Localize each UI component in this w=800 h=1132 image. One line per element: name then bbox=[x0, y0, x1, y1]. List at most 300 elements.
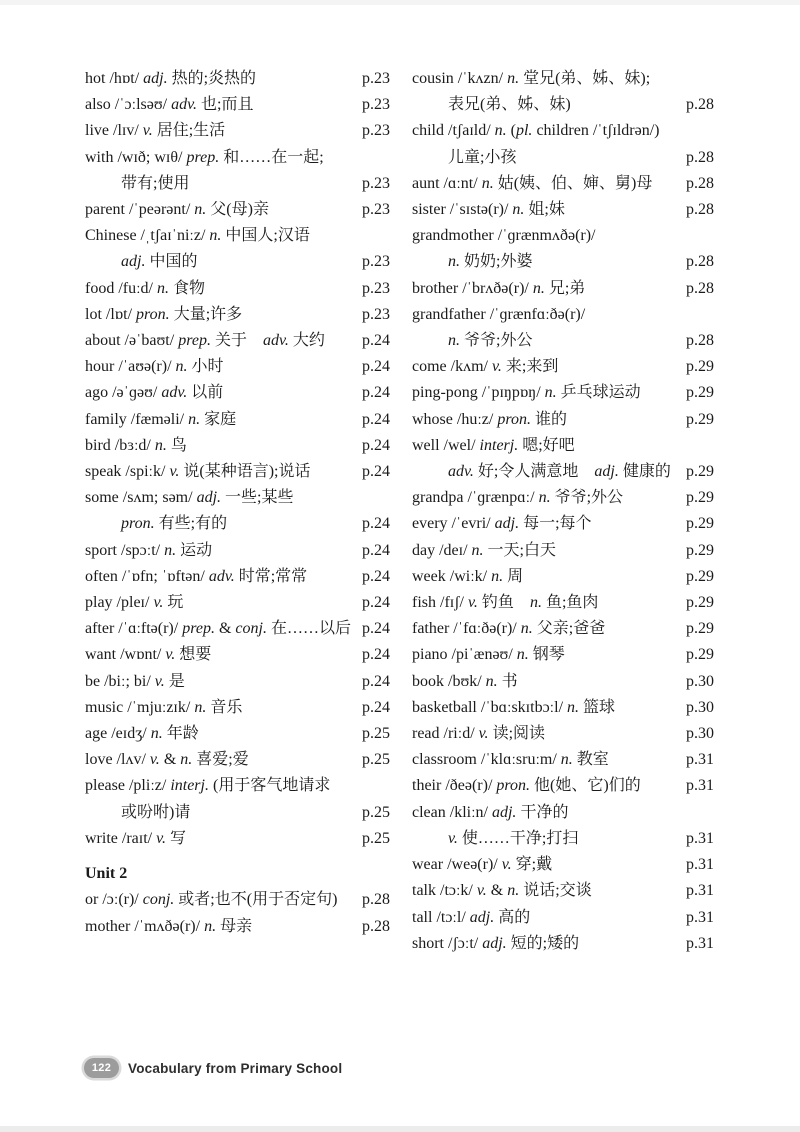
entry-segment: sister /ˈsɪstə(r)/ bbox=[412, 201, 513, 219]
entry-segment: hour /ˈaʊə(r)/ bbox=[85, 358, 176, 376]
part-of-speech: adj. bbox=[143, 70, 168, 87]
part-of-speech: adj. bbox=[594, 463, 619, 481]
entry-segment: 谁的 bbox=[530, 410, 567, 428]
entry-text bbox=[85, 302, 356, 328]
page-ref: p.25 bbox=[362, 803, 390, 821]
part-of-speech: pron. bbox=[121, 515, 155, 533]
entry-segment: 或吩咐)请 bbox=[121, 803, 191, 821]
entry-segment: 他(她、它)们的 bbox=[530, 777, 641, 795]
vocab-line bbox=[85, 826, 390, 852]
entry-text bbox=[412, 721, 680, 747]
page-ref: p.24 bbox=[362, 410, 390, 428]
entry-segment: 乒乓球运动 bbox=[556, 384, 641, 402]
entry-text bbox=[85, 887, 356, 913]
entry-segment: 中国的 bbox=[145, 253, 198, 271]
vocab-line bbox=[412, 695, 714, 721]
part-of-speech: n. bbox=[150, 725, 163, 743]
entry-text bbox=[412, 511, 680, 537]
part-of-speech: n. bbox=[529, 594, 542, 612]
entry-segment: parent /ˈpeərənt/ bbox=[85, 201, 195, 219]
part-of-speech: pron. bbox=[136, 305, 170, 323]
page-ref: p.29 bbox=[686, 358, 714, 376]
entry-segment: 好;令人满意地 bbox=[473, 463, 595, 481]
part-of-speech: conj. bbox=[142, 891, 175, 909]
part-of-speech: v. bbox=[501, 856, 512, 874]
part-of-speech: n. bbox=[448, 253, 460, 271]
entry-segment: talk /tɔːk/ bbox=[412, 882, 477, 900]
entry-text bbox=[412, 118, 708, 144]
part-of-speech: n. bbox=[532, 279, 545, 297]
entry-text bbox=[412, 197, 680, 223]
entry-text bbox=[412, 669, 680, 695]
entry-segment: also /ˈɔːlsəʊ/ bbox=[85, 96, 172, 114]
entry-text bbox=[412, 276, 680, 302]
bottom-edge-bar bbox=[0, 1126, 800, 1132]
part-of-speech: n. bbox=[491, 567, 504, 585]
entry-segment: 中国人;汉语 bbox=[221, 227, 310, 245]
entry-segment: 小时 bbox=[187, 358, 224, 376]
entry-segment: 短的;矮的 bbox=[506, 934, 580, 952]
page-ref: p.31 bbox=[686, 882, 714, 900]
part-of-speech: adj. bbox=[482, 934, 507, 952]
part-of-speech: v. bbox=[448, 829, 458, 847]
entry-text bbox=[85, 328, 356, 354]
part-of-speech: adj. bbox=[469, 908, 495, 926]
part-of-speech: v. bbox=[142, 122, 153, 140]
page-ref: p.24 bbox=[362, 567, 390, 585]
vocab-line bbox=[85, 302, 390, 328]
part-of-speech: adj. bbox=[494, 515, 520, 533]
entry-segment: week /wiːk/ bbox=[412, 567, 492, 585]
part-of-speech: n. bbox=[204, 917, 217, 935]
entry-text bbox=[412, 538, 680, 564]
entry-text bbox=[412, 302, 708, 328]
entry-text bbox=[412, 878, 680, 904]
page-ref: p.24 bbox=[362, 332, 390, 350]
part-of-speech: n. bbox=[175, 358, 188, 376]
entry-segment: 喜爱;爱 bbox=[192, 751, 249, 769]
page-ref: p.31 bbox=[686, 829, 714, 847]
vocab-line bbox=[85, 459, 390, 485]
entry-segment: child /tʃaɪld/ bbox=[412, 122, 495, 140]
entry-segment: 表兄(弟、姊、妹) bbox=[448, 96, 571, 114]
entry-text bbox=[85, 171, 356, 197]
vocab-line bbox=[412, 354, 714, 380]
part-of-speech: v. bbox=[156, 829, 167, 847]
entry-segment: 时常;常常 bbox=[234, 567, 308, 585]
page-ref: p.24 bbox=[362, 620, 390, 638]
entry-text bbox=[85, 590, 356, 616]
entry-text bbox=[85, 669, 356, 695]
part-of-speech: n. bbox=[194, 201, 207, 219]
unit-heading bbox=[85, 852, 390, 887]
entry-segment: ago /əˈɡəʊ/ bbox=[85, 384, 162, 402]
entry-segment: 每一;每个 bbox=[519, 515, 592, 533]
vocab-line bbox=[85, 564, 390, 590]
part-of-speech: n. bbox=[512, 201, 525, 219]
top-edge-bar bbox=[0, 0, 800, 5]
vocab-line bbox=[85, 695, 390, 721]
entry-segment: 食物 bbox=[169, 279, 206, 297]
vocab-line bbox=[85, 773, 390, 799]
entry-text bbox=[85, 747, 356, 773]
page-ref: p.29 bbox=[686, 463, 714, 481]
entry-text bbox=[412, 931, 680, 957]
entry-text bbox=[412, 485, 680, 511]
vocab-line bbox=[412, 852, 714, 878]
entry-text bbox=[412, 747, 680, 773]
entry-text bbox=[85, 721, 356, 747]
entry-segment: 音乐 bbox=[206, 698, 243, 716]
vocab-line bbox=[85, 354, 390, 380]
entry-segment: 穿;戴 bbox=[511, 856, 553, 874]
vocab-line bbox=[85, 118, 390, 144]
page-ref: p.24 bbox=[362, 463, 390, 481]
entry-segment: 大约 bbox=[288, 332, 325, 350]
page-number-badge: 122 bbox=[84, 1058, 119, 1078]
entry-segment: 也;而且 bbox=[197, 96, 254, 114]
entry-text bbox=[412, 616, 680, 642]
part-of-speech: prep. bbox=[178, 332, 211, 350]
entry-segment: 奶奶;外婆 bbox=[460, 253, 533, 271]
entry-segment: classroom /ˈklɑːsruːm/ bbox=[412, 751, 561, 769]
page-ref: p.24 bbox=[362, 384, 390, 402]
vocab-line bbox=[85, 92, 390, 118]
vocab-line bbox=[412, 249, 714, 275]
entry-segment: 家庭 bbox=[200, 410, 237, 428]
entry-text bbox=[85, 616, 356, 642]
entry-segment: or /ɔː(r)/ bbox=[85, 891, 143, 909]
entry-segment: read /riːd/ bbox=[412, 725, 479, 743]
part-of-speech: v. bbox=[154, 672, 165, 690]
page-ref: p.28 bbox=[686, 201, 714, 219]
vocab-line bbox=[412, 511, 714, 537]
entry-segment: 一些;某些 bbox=[221, 489, 294, 507]
entry-text bbox=[412, 66, 708, 92]
part-of-speech: pron. bbox=[497, 410, 531, 428]
entry-segment: 居住;生活 bbox=[152, 122, 226, 140]
entry-segment: music /ˈmjuːzɪk/ bbox=[85, 698, 195, 716]
page-ref: p.31 bbox=[686, 777, 714, 795]
entry-segment: with /wɪð; wɪθ/ bbox=[85, 148, 187, 166]
part-of-speech: n. bbox=[209, 227, 222, 245]
entry-segment: 写 bbox=[166, 829, 187, 847]
entry-segment: want /wɒnt/ bbox=[85, 646, 166, 664]
entry-segment: 运动 bbox=[176, 541, 213, 559]
entry-segment: lot /lɒt/ bbox=[85, 305, 137, 323]
unit-title: Unit 2 bbox=[85, 865, 128, 883]
entry-segment: 爷爷;外公 bbox=[460, 332, 533, 350]
part-of-speech: prep. bbox=[186, 148, 220, 166]
entry-text bbox=[412, 800, 708, 826]
page-ref: p.23 bbox=[362, 122, 390, 140]
entry-segment: speak /spiːk/ bbox=[85, 463, 170, 481]
entry-segment: 使……干净;打扫 bbox=[457, 829, 579, 847]
entry-segment: 是 bbox=[164, 672, 185, 690]
vocab-line bbox=[412, 642, 714, 668]
entry-segment: 姐;妹 bbox=[524, 201, 565, 219]
entry-segment: 说话;交谈 bbox=[519, 882, 592, 900]
vocab-line bbox=[412, 773, 714, 799]
vocab-line bbox=[412, 538, 714, 564]
vocab-line bbox=[85, 747, 390, 773]
page-ref: p.24 bbox=[362, 358, 390, 376]
vocab-line bbox=[85, 511, 390, 537]
page-ref: p.28 bbox=[686, 253, 714, 271]
entry-segment: children /ˈtʃɪldrən/) bbox=[532, 122, 660, 140]
vocab-line bbox=[85, 223, 390, 249]
entry-segment: 在……以后 bbox=[266, 620, 351, 638]
page-ref: p.31 bbox=[686, 751, 714, 769]
page-ref: p.25 bbox=[362, 829, 390, 847]
vocab-column-left bbox=[85, 66, 390, 940]
vocab-line bbox=[85, 485, 390, 511]
part-of-speech: adv. bbox=[171, 96, 198, 114]
page-ref: p.24 bbox=[362, 698, 390, 716]
entry-segment: ( bbox=[506, 122, 516, 140]
vocab-line bbox=[412, 747, 714, 773]
part-of-speech: adj. bbox=[196, 489, 222, 507]
entry-segment: clean /kliːn/ bbox=[412, 803, 492, 821]
entry-segment: 父(母)亲 bbox=[206, 201, 269, 219]
vocab-line bbox=[85, 669, 390, 695]
page-ref: p.29 bbox=[686, 646, 714, 664]
entry-segment: cousin /ˈkʌzn/ bbox=[412, 70, 508, 87]
part-of-speech: pl. bbox=[515, 122, 533, 140]
part-of-speech: n. bbox=[544, 384, 557, 402]
entry-segment: please /pliːz/ bbox=[85, 777, 171, 795]
entry-segment: 嗯;好吧 bbox=[518, 436, 575, 454]
entry-segment: grandmother /ˈɡrænmʌðə(r)/ bbox=[412, 227, 596, 245]
entry-segment: short /ʃɔːt/ bbox=[412, 934, 483, 952]
vocab-line bbox=[85, 407, 390, 433]
entry-segment: basketball /ˈbɑːskɪtbɔːl/ bbox=[412, 698, 568, 716]
part-of-speech: v. bbox=[149, 751, 160, 769]
part-of-speech: v. bbox=[169, 463, 180, 481]
vocab-line bbox=[85, 380, 390, 406]
part-of-speech: adv. bbox=[448, 463, 474, 481]
entry-segment: play /pleɪ/ bbox=[85, 594, 154, 612]
entry-segment: 以前 bbox=[187, 384, 224, 402]
entry-segment: 关于 bbox=[210, 332, 263, 350]
vocab-line bbox=[412, 800, 714, 826]
entry-text bbox=[412, 642, 680, 668]
entry-text bbox=[412, 407, 680, 433]
part-of-speech: n. bbox=[494, 122, 507, 140]
entry-segment: whose /huːz/ bbox=[412, 410, 498, 428]
entry-segment: age /eɪdʒ/ bbox=[85, 725, 151, 743]
page-ref: p.28 bbox=[686, 148, 714, 166]
entry-segment: 大量;许多 bbox=[169, 305, 243, 323]
entry-text bbox=[85, 800, 356, 826]
page-ref: p.28 bbox=[686, 279, 714, 297]
entry-segment: sport /spɔːt/ bbox=[85, 541, 165, 559]
entry-segment: 爷爷;外公 bbox=[550, 489, 624, 507]
entry-segment: hot /hɒt/ bbox=[85, 70, 144, 87]
entry-text bbox=[85, 511, 356, 537]
entry-segment: food /fuːd/ bbox=[85, 279, 157, 297]
entry-text bbox=[85, 485, 384, 511]
part-of-speech: v. bbox=[491, 358, 502, 376]
entry-segment: about /əˈbaʊt/ bbox=[85, 332, 179, 350]
page-ref: p.25 bbox=[362, 751, 390, 769]
entry-text bbox=[412, 564, 680, 590]
page-ref: p.31 bbox=[686, 908, 714, 926]
page-ref: p.30 bbox=[686, 672, 714, 690]
page-ref: p.24 bbox=[362, 672, 390, 690]
part-of-speech: n. bbox=[154, 436, 167, 454]
vocab-line bbox=[85, 800, 390, 826]
entry-segment: every /ˈevri/ bbox=[412, 515, 495, 533]
entry-text bbox=[85, 66, 356, 92]
entry-segment: 母亲 bbox=[216, 917, 253, 935]
part-of-speech: n. bbox=[485, 672, 498, 690]
entry-text bbox=[412, 905, 680, 931]
part-of-speech: adj. bbox=[491, 803, 517, 821]
entry-segment: write /raɪt/ bbox=[85, 829, 157, 847]
page-ref: p.29 bbox=[686, 594, 714, 612]
entry-text bbox=[412, 92, 680, 118]
entry-segment: live /lɪv/ bbox=[85, 122, 143, 140]
page-ref: p.28 bbox=[686, 96, 714, 114]
part-of-speech: n. bbox=[448, 332, 460, 350]
entry-text bbox=[85, 118, 356, 144]
entry-segment: piano /piˈænəʊ/ bbox=[412, 646, 517, 664]
page-ref: p.28 bbox=[362, 891, 390, 909]
entry-segment: 年龄 bbox=[162, 725, 199, 743]
entry-segment: 带有;使用 bbox=[121, 174, 190, 192]
page-ref: p.23 bbox=[362, 253, 390, 271]
part-of-speech: n. bbox=[164, 541, 177, 559]
part-of-speech: v. bbox=[468, 594, 478, 612]
entry-segment: 玩 bbox=[163, 594, 184, 612]
part-of-speech: adj. bbox=[121, 253, 146, 271]
part-of-speech: n. bbox=[567, 698, 580, 716]
page-ref: p.28 bbox=[362, 917, 390, 935]
part-of-speech: interj. bbox=[170, 777, 209, 795]
part-of-speech: n. bbox=[507, 70, 520, 87]
vocab-line bbox=[412, 590, 714, 616]
entry-text bbox=[85, 145, 384, 171]
entry-text bbox=[85, 249, 356, 275]
entry-text bbox=[412, 433, 708, 459]
vocab-line bbox=[85, 66, 390, 92]
page-ref: p.31 bbox=[686, 934, 714, 952]
entry-text bbox=[85, 197, 356, 223]
entry-segment: grandfather /ˈɡrænfɑːðə(r)/ bbox=[412, 305, 586, 323]
part-of-speech: n. bbox=[538, 489, 551, 507]
page-footer bbox=[84, 1058, 342, 1078]
entry-segment: 周 bbox=[503, 567, 524, 585]
page-ref: p.28 bbox=[686, 332, 714, 350]
vocab-line bbox=[85, 538, 390, 564]
entry-segment: aunt /ɑːnt/ bbox=[412, 174, 482, 192]
entry-segment: 来;来到 bbox=[501, 358, 559, 376]
entry-segment: come /kʌm/ bbox=[412, 358, 492, 376]
entry-text bbox=[85, 459, 356, 485]
entry-segment: 钢琴 bbox=[528, 646, 565, 664]
entry-text bbox=[85, 642, 356, 668]
entry-text bbox=[85, 276, 356, 302]
page-ref: p.29 bbox=[686, 620, 714, 638]
entry-segment: 和……在一起; bbox=[219, 148, 324, 166]
part-of-speech: n. bbox=[471, 541, 484, 559]
entry-text bbox=[412, 590, 680, 616]
part-of-speech: adv. bbox=[161, 384, 188, 402]
entry-text bbox=[85, 826, 356, 852]
page-ref: p.29 bbox=[686, 541, 714, 559]
entry-text bbox=[412, 826, 680, 852]
entry-text bbox=[412, 695, 680, 721]
entry-segment: (用于客气地请求 bbox=[208, 777, 331, 795]
vocab-line bbox=[85, 145, 390, 171]
vocab-line bbox=[85, 721, 390, 747]
vocab-line bbox=[85, 328, 390, 354]
entry-text bbox=[85, 92, 356, 118]
entry-segment: their /ðeə(r)/ bbox=[412, 777, 497, 795]
vocab-line bbox=[85, 642, 390, 668]
vocab-line bbox=[85, 914, 390, 940]
vocab-line bbox=[412, 616, 714, 642]
entry-segment: well /wel/ bbox=[412, 436, 480, 454]
entry-segment: & bbox=[159, 751, 181, 769]
part-of-speech: conj. bbox=[235, 620, 267, 638]
vocab-line bbox=[412, 276, 714, 302]
page-ref: p.23 bbox=[362, 70, 390, 87]
entry-segment: bird /bɜːd/ bbox=[85, 436, 155, 454]
entry-segment: 篮球 bbox=[579, 698, 616, 716]
vocab-line bbox=[85, 616, 390, 642]
page-ref: p.24 bbox=[362, 436, 390, 454]
vocab-line bbox=[412, 223, 714, 249]
entry-segment: often /ˈɒfn; ˈɒftən/ bbox=[85, 567, 209, 585]
vocab-line bbox=[412, 878, 714, 904]
vocab-line bbox=[412, 118, 714, 144]
page-ref: p.24 bbox=[362, 646, 390, 664]
entry-segment: love /lʌv/ bbox=[85, 751, 150, 769]
part-of-speech: n. bbox=[188, 410, 201, 428]
entry-segment: fish /fɪʃ/ bbox=[412, 594, 468, 612]
vocab-line bbox=[85, 197, 390, 223]
vocab-column-right bbox=[412, 66, 714, 957]
entry-segment: 兄;弟 bbox=[544, 279, 586, 297]
entry-segment: 儿童;小孩 bbox=[448, 148, 517, 166]
page-ref: p.29 bbox=[686, 489, 714, 507]
vocab-line bbox=[412, 92, 714, 118]
entry-text bbox=[412, 223, 708, 249]
page-ref: p.28 bbox=[686, 174, 714, 192]
vocab-line bbox=[412, 905, 714, 931]
vocab-line bbox=[412, 171, 714, 197]
part-of-speech: n. bbox=[194, 698, 207, 716]
entry-segment: 鸟 bbox=[166, 436, 187, 454]
page-ref: p.23 bbox=[362, 201, 390, 219]
part-of-speech: n. bbox=[520, 620, 533, 638]
vocab-line bbox=[412, 197, 714, 223]
page-ref: p.31 bbox=[686, 856, 714, 874]
page-ref: p.23 bbox=[362, 305, 390, 323]
vocab-line bbox=[412, 433, 714, 459]
page-ref: p.24 bbox=[362, 541, 390, 559]
entry-text bbox=[85, 354, 356, 380]
entry-text bbox=[85, 861, 384, 887]
entry-segment: day /deɪ/ bbox=[412, 541, 472, 559]
entry-text bbox=[85, 564, 356, 590]
part-of-speech: prep. bbox=[182, 620, 215, 638]
part-of-speech: n. bbox=[157, 279, 169, 297]
entry-text bbox=[85, 695, 356, 721]
entry-segment: 姑(姨、伯、婶、舅)母 bbox=[493, 174, 653, 192]
